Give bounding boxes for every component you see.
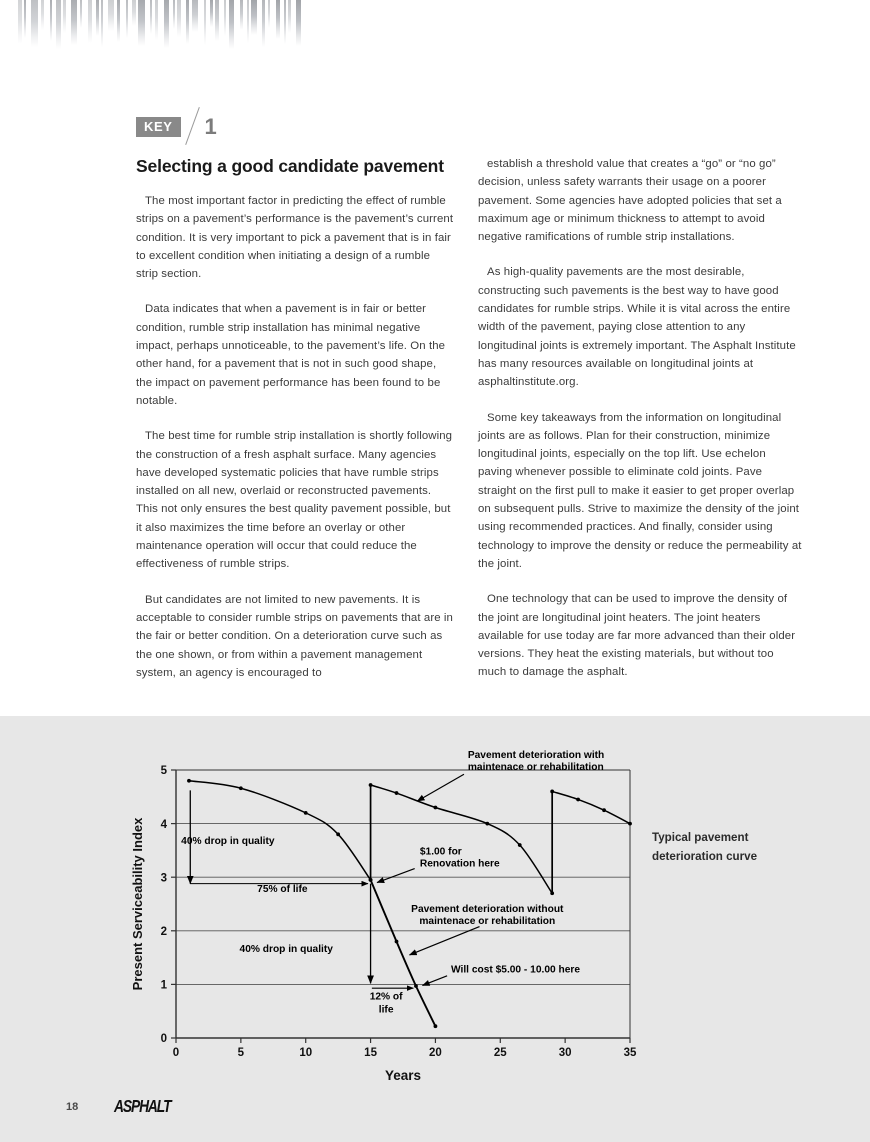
- key-slash-divider: [185, 107, 200, 145]
- series-line: [552, 791, 630, 823]
- decorative-bar: [268, 0, 270, 28]
- x-tick-label: 0: [172, 1047, 180, 1059]
- decorative-bar: [192, 0, 198, 32]
- x-tick-label: 35: [623, 1047, 637, 1059]
- chart-annotation: Pavement deterioration with: [467, 750, 605, 762]
- decorative-bar: [164, 0, 169, 48]
- paragraph: As high-quality pavements are the most desirable, constructing such pavements is the best way to have good candidates for rumble strips. While it is vital across the entire width of the pavement, paying close attention to any longitudinal joints is extremely important. The Asphalt Institute has many resources available on longitudinal joints at asphaltinstitute.org.: [478, 266, 796, 389]
- decorative-bar: [150, 0, 152, 34]
- x-tick-label: 30: [558, 1047, 572, 1059]
- decorative-bar: [63, 0, 66, 33]
- decorative-bar: [186, 0, 189, 44]
- data-point: [518, 843, 522, 847]
- decorative-bar: [224, 0, 226, 36]
- decorative-bar: [229, 0, 234, 49]
- decorative-barcode-strip: [0, 0, 300, 52]
- decorative-bar: [177, 0, 181, 37]
- decorative-bar: [284, 0, 286, 44]
- data-point: [576, 798, 580, 802]
- data-point: [550, 891, 554, 895]
- decorative-bar: [41, 0, 44, 30]
- data-point: [628, 822, 632, 826]
- decorative-bar: [240, 0, 243, 30]
- decorative-bar: [276, 0, 280, 39]
- figure-caption: Typical pavement deterioration curve: [652, 831, 758, 863]
- page-footer: [66, 1098, 176, 1115]
- paragraph: Some key takeaways from the information on longitudinal joints are as follows. Plan for their construction, minimize longitudinal joints, especially on the top lift. Use echelon paving whenever possible to eliminate cold joints. Pave straight on the first pull to make it easier to get proper overlap on subsequent pulls. Strive to maximize the density of the joint using recommended practices. And finally, consider using technology to improve the density or reduce the permeability at the joint.: [478, 411, 802, 570]
- y-tick-label: 1: [160, 979, 167, 992]
- decorative-bar: [132, 0, 136, 26]
- chart-annotation: 75% of life: [257, 884, 308, 896]
- decorative-bar: [80, 0, 82, 28]
- data-point: [336, 832, 340, 836]
- data-point: [239, 786, 243, 790]
- paragraph: The best time for rumble strip installation is shortly following the construction of a fresh asphalt surface. Many agencies have developed systematic policies that have rumble strips installed on all new, overlaid or reconstructed pavements. This not only ensures the best quality pavement possible, but it also maximizes the time before an overlay or other maintenance operation will occur that could reduce the effectiveness of rumble strips.: [136, 430, 453, 571]
- data-point: [369, 878, 373, 882]
- x-axis-label: Years: [384, 1068, 422, 1083]
- data-point: [414, 984, 418, 988]
- data-point: [550, 790, 554, 794]
- chart-annotation: 40% drop in quality: [239, 944, 333, 956]
- chart-annotation: Renovation here: [419, 858, 500, 870]
- data-point: [602, 808, 606, 812]
- data-point: [369, 783, 373, 787]
- chart-annotation: maintenace or rehabilitation: [419, 915, 556, 927]
- y-tick-label: 0: [160, 1033, 167, 1046]
- data-point: [434, 1024, 438, 1028]
- decorative-bar: [173, 0, 175, 29]
- callout-leader-renovation: [377, 869, 415, 883]
- paragraph: Data indicates that when a pavement is in fair or better condition, rumble strip installation has minimal negative impact, perhaps unnoticeable, to the pavement’s life. On the other hand, for a pavement that is not in such good shape, the impact on pavement performance has been found to be notable.: [136, 303, 446, 407]
- decorative-bar: [18, 0, 22, 44]
- decorative-bar: [288, 0, 291, 33]
- data-point: [395, 791, 399, 795]
- chart-annotation: $1.00 for: [419, 846, 462, 858]
- decorative-bar: [210, 0, 213, 27]
- data-point: [304, 811, 308, 815]
- article-header: [136, 112, 496, 177]
- paragraph: One technology that can be used to improve the density of the joint are longitudinal joint heaters. The joint heaters available for use today are far more advanced than their older versions. They heat the existing materials, but without too much to damage the asphalt.: [478, 593, 796, 679]
- asphalt-logo: ASPHALT: [114, 1096, 171, 1117]
- decorative-bar: [50, 0, 52, 41]
- body-column-right: [478, 155, 803, 682]
- series-line: [189, 781, 371, 880]
- x-tick-label: 15: [364, 1047, 377, 1059]
- figure-panel: [0, 716, 870, 1142]
- decorative-bar: [56, 0, 61, 49]
- chart-annotation: life: [378, 1004, 394, 1016]
- x-tick-label: 25: [493, 1047, 507, 1059]
- decorative-bar: [247, 0, 249, 43]
- decorative-bar: [262, 0, 265, 47]
- chart-annotation: Will cost $5.00 - 10.00 here: [450, 964, 581, 976]
- data-point: [395, 940, 399, 944]
- decorative-bar: [31, 0, 38, 47]
- chart-svg: [128, 750, 638, 1086]
- decorative-bar: [96, 0, 99, 36]
- x-tick-label: 20: [429, 1047, 442, 1059]
- y-tick-label: 5: [160, 765, 167, 778]
- y-tick-label: 4: [160, 818, 167, 831]
- paragraph: The most important factor in predicting the effect of rumble strips on a pavement’s performance is the pavement’s current condition. It is very important to pick a pavement that is in fair to excellent condition when initiating a design of a rumble strip section.: [136, 195, 454, 281]
- decorative-bar: [138, 0, 145, 46]
- key-badge: [136, 112, 496, 142]
- chart-annotation: Pavement deterioration without: [411, 904, 564, 916]
- decorative-bar: [101, 0, 103, 47]
- deterioration-curve-chart: [128, 750, 638, 1086]
- decorative-bar: [126, 0, 128, 38]
- chart-annotation: 12% of: [369, 991, 403, 1003]
- y-tick-label: 2: [160, 926, 167, 938]
- decorative-bar: [204, 0, 206, 45]
- chart-annotation: maintenace or rehabilitation: [467, 762, 604, 773]
- chart-annotation: 40% drop in quality: [181, 835, 275, 847]
- page-number: 18: [66, 1100, 79, 1113]
- x-tick-label: 10: [299, 1047, 313, 1059]
- y-axis-label: Present Serviceability Index: [130, 817, 145, 991]
- body-column-left: [136, 192, 454, 682]
- decorative-bar: [24, 0, 26, 38]
- y-tick-label: 3: [160, 872, 167, 885]
- data-point: [485, 822, 489, 826]
- key-label: KEY: [136, 117, 181, 137]
- decorative-bar: [296, 0, 301, 46]
- data-point: [434, 806, 438, 810]
- decorative-bar: [251, 0, 257, 35]
- data-point: [187, 779, 191, 783]
- decorative-bar: [88, 0, 92, 43]
- decorative-bar: [108, 0, 114, 31]
- decorative-bar: [117, 0, 120, 42]
- x-tick-label: 5: [237, 1047, 245, 1059]
- decorative-bar: [215, 0, 219, 41]
- decorative-bar: [71, 0, 77, 45]
- page-title: Selecting a good candidate pavement: [136, 156, 444, 176]
- paragraph: But candidates are not limited to new pavements. It is acceptable to consider rumble strips on pavements that are in the fair or better condition. On a deterioration curve such as the one shown, or from within a pavement management system, an agency is encouraged to: [136, 593, 453, 679]
- callout-leader-with: [417, 774, 464, 801]
- decorative-bar: [155, 0, 158, 40]
- paragraph: establish a threshold value that creates a “go” or “no go” decision, unless safety warrants their usage on a poorer pavement. Some agencies have adopted policies that set a maximum age or minimum thickness to attempt to avoid negative ramifications of rumble strip installations.: [478, 158, 782, 244]
- key-number: 1: [204, 114, 217, 139]
